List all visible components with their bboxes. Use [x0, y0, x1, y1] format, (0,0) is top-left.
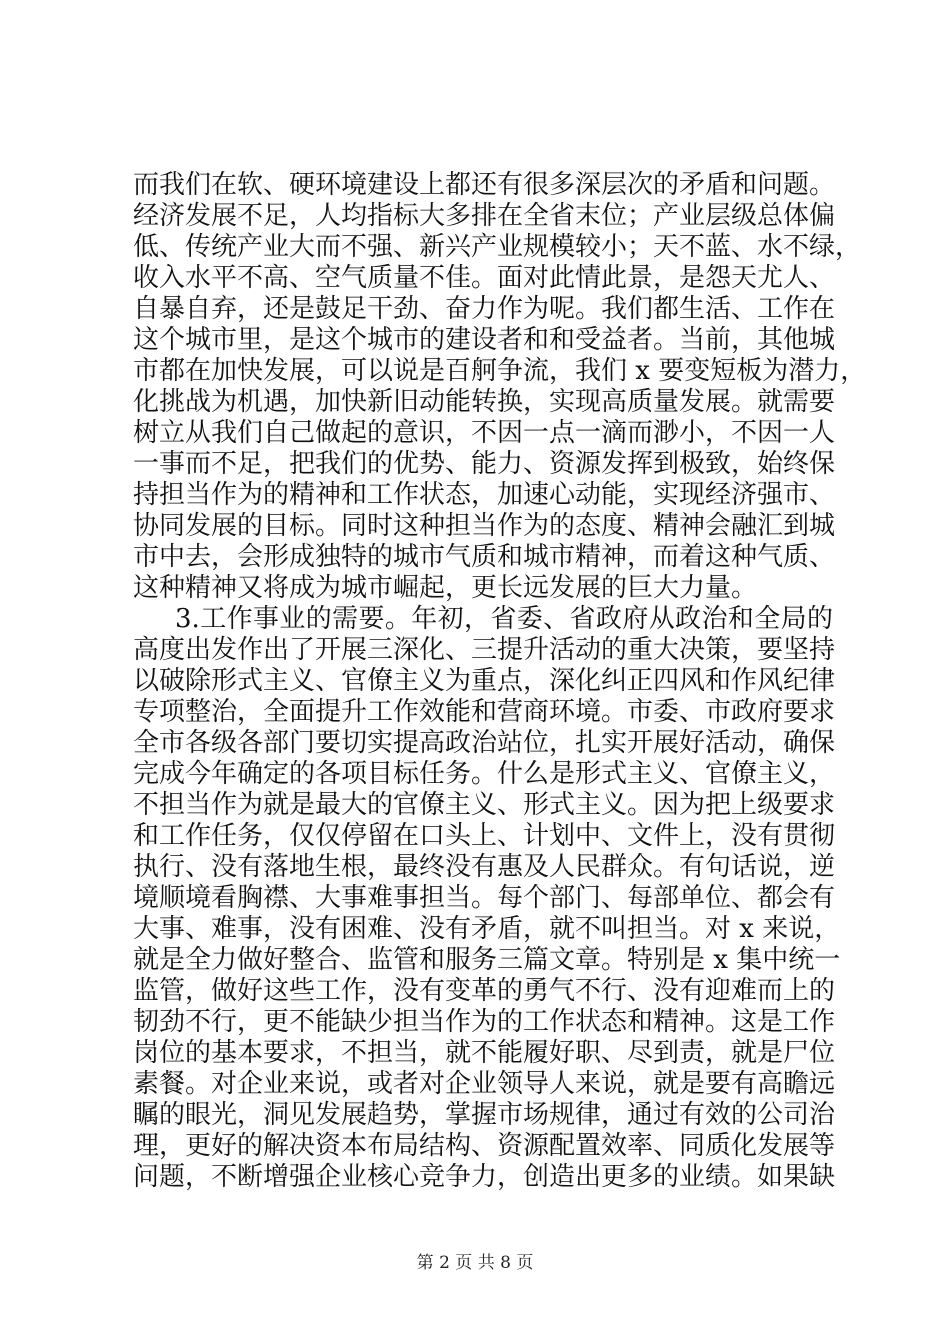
page-number-footer: 第 2 页 共 8 页: [416, 1253, 534, 1273]
text-line: 岗位的基本要求，不担当，就不能履好职、尽到责，就是尸位: [133, 1038, 836, 1068]
text-line: 素餐。对企业来说，或者对企业领导人来说，就是要有高瞻远: [133, 1069, 836, 1099]
text-line: 持担当作为的精神和工作状态，加速心动能，实现经济强市、: [133, 480, 836, 510]
paragraph: [133, 604, 841, 1193]
text-line: 就是全力做好整合、监管和服务三篇文章。特别是 x 集中统一: [133, 945, 841, 975]
text-line: 不担当作为就是最大的官僚主义、形式主义。因为把上级要求: [133, 790, 836, 820]
text-line: 一事而不足，把我们的优势、能力、资源发挥到极致，始终保: [133, 449, 836, 479]
text-line: 市中去，会形成独特的城市气质和城市精神，而着这种气质、: [133, 542, 836, 572]
text-line: 自暴自弃，还是鼓足干劲、奋力作为呢。我们都生活、工作在: [133, 294, 836, 324]
text-line: 监管，做好这些工作，没有变革的勇气不行、没有迎难而上的: [133, 976, 836, 1006]
text-line: 这种精神又将成为城市崛起，更长远发展的巨大力量。: [133, 573, 758, 603]
text-line: 3.工作事业的需要。年初，省委、省政府从政治和全局的: [175, 604, 833, 634]
text-line: 低、传统产业大而不强、新兴产业规模较小；天不蓝、水不绿，: [133, 232, 862, 262]
text-line: 高度出发作出了开展三深化、三提升活动的重大决策，要坚持: [133, 635, 836, 665]
text-line: 瞩的眼光，洞见发展趋势，掌握市场规律，通过有效的公司治: [133, 1100, 836, 1130]
paragraph: [133, 170, 867, 604]
text-line: 协同发展的目标。同时这种担当作为的态度、精神会融汇到城: [133, 511, 836, 541]
text-line: 这个城市里，是这个城市的建设者和和受益者。当前，其他城: [133, 325, 836, 355]
text-line: 韧劲不行，更不能缺少担当作为的工作状态和精神。这是工作: [133, 1007, 836, 1037]
text-line: 大事、难事，没有困难、没有矛盾，就不叫担当。对 x 来说，: [133, 914, 841, 944]
text-line: 专项整治，全面提升工作效能和营商环境。市委、市政府要求: [133, 697, 836, 727]
text-line: 境顺境看胸襟、大事难事担当。每个部门、每部单位、都会有: [133, 883, 836, 913]
text-line: 收入水平不高、空气质量不佳。面对此情此景，是怨天尤人、: [133, 263, 836, 293]
text-line: 经济发展不足，人均指标大多排在全省末位；产业层级总体偏: [133, 201, 836, 231]
text-line: 化挑战为机遇，加快新旧动能转换，实现高质量发展。就需要: [133, 387, 836, 417]
text-line: 和工作任务，仅仅停留在口头上、计划中、文件上，没有贯彻: [133, 821, 836, 851]
text-line: 完成今年确定的各项目标任务。什么是形式主义、官僚主义，: [133, 759, 836, 789]
text-line: 市都在加快发展，可以说是百舸争流，我们 x 要变短板为潜力，: [133, 356, 867, 386]
body-text: [133, 170, 867, 1193]
text-line: 而我们在软、硬环境建设上都还有很多深层次的矛盾和问题。: [133, 170, 836, 200]
text-line: 以破除形式主义、官僚主义为重点，深化纠正四风和作风纪律: [133, 666, 836, 696]
text-line: 执行、没有落地生根，最终没有惠及人民群众。有句话说，逆: [133, 852, 836, 882]
text-line: 问题，不断增强企业核心竞争力，创造出更多的业绩。如果缺: [133, 1162, 836, 1192]
text-line: 全市各级各部门要切实提高政治站位，扎实开展好活动，确保: [133, 728, 836, 758]
text-line: 树立从我们自己做起的意识，不因一点一滴而渺小，不因一人: [133, 418, 836, 448]
text-line: 理，更好的解决资本布局结构、资源配置效率、同质化发展等: [133, 1131, 836, 1161]
